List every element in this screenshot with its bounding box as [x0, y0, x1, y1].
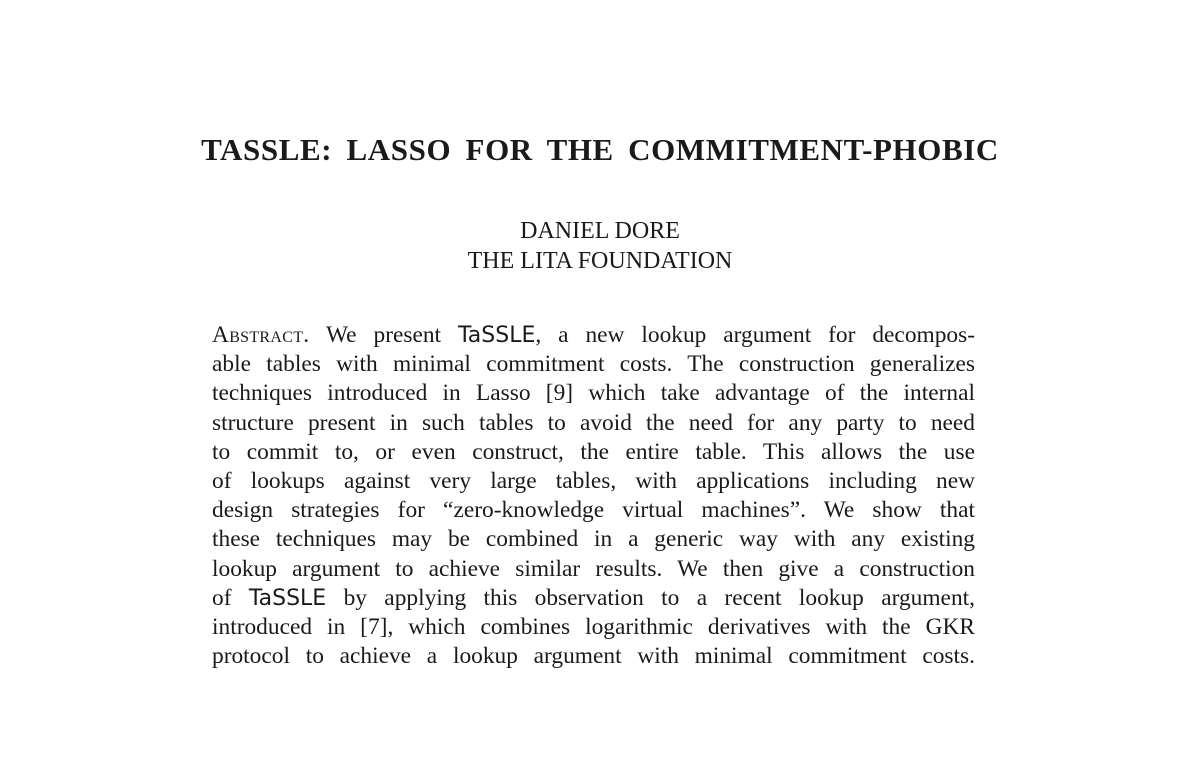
- abstract-line: design strategies for “zero-knowledge virtual machines”. We show that: [212, 497, 975, 524]
- tassle-name: TaSSLE: [248, 585, 327, 611]
- abstract-text: We present: [309, 322, 458, 348]
- abstract-line: able tables with minimal commitment costs. The construction generalizes: [212, 351, 975, 378]
- abstract-line: to commit to, or even construct, the entire table. This allows the use: [212, 438, 975, 465]
- paper-title: TASSLE: LASSO FOR THE COMMITMENT-PHOBIC: [201, 132, 999, 167]
- abstract-line: [212, 584, 975, 613]
- abstract-line: these techniques may be combined in a generic way with any existing: [212, 526, 975, 553]
- abstract-text: , a new lookup argument for decompos-: [535, 322, 975, 348]
- abstract-line: protocol to achieve a lookup argument with minimal commitment costs.: [212, 643, 975, 670]
- author-affiliation: THE LITA FOUNDATION: [467, 248, 733, 274]
- abstract-text: of: [212, 584, 249, 611]
- author-block: [0, 216, 1200, 276]
- tassle-name: TaSSLE: [458, 323, 536, 348]
- abstract-line: lookup argument to achieve similar results. We then give a construction: [212, 555, 975, 582]
- abstract-line: structure present in such tables to avoid the need for any party to need: [212, 409, 975, 436]
- author-name: DANIEL DORE: [520, 218, 680, 244]
- abstract-line: [212, 321, 975, 350]
- abstract: [212, 321, 975, 671]
- abstract-heading: Abstract.: [212, 322, 310, 348]
- abstract-line: of lookups against very large tables, with applications including new: [212, 468, 975, 495]
- abstract-line: introduced in [7], which combines logarithmic derivatives with the GKR: [212, 614, 975, 641]
- abstract-line: techniques introduced in Lasso [9] which take advantage of the internal: [212, 380, 975, 407]
- abstract-text: by applying this observation to a recent lookup argument,: [326, 584, 975, 611]
